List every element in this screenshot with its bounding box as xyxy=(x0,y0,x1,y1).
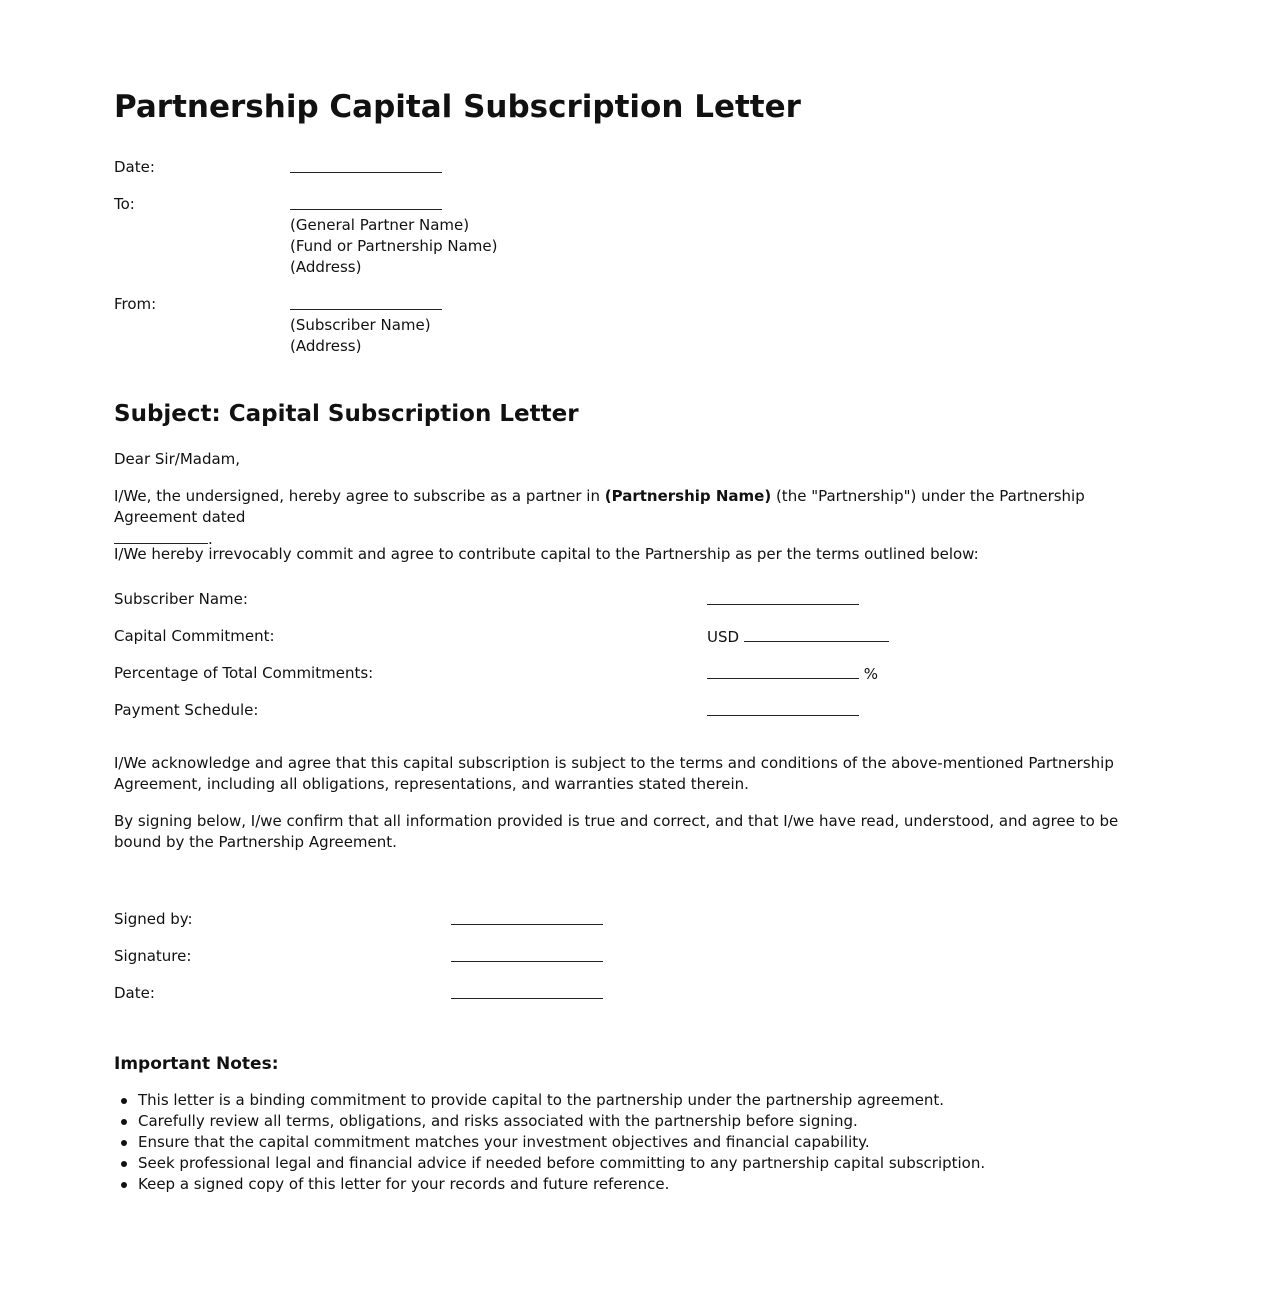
list-item: Carefully review all terms, obligations, and risks associated with the partnership before signing. xyxy=(138,1111,1138,1132)
to-address-line: (Address) xyxy=(290,258,362,276)
capital-commitment-field[interactable] xyxy=(707,626,889,648)
intro-text-before: I/We, the undersigned, hereby agree to subscribe as a partner in xyxy=(114,487,605,505)
list-item: Seek professional legal and financial advice if needed before committing to any partnership capital subscription. xyxy=(138,1153,1138,1174)
salutation: Dear Sir/Madam, xyxy=(114,450,241,468)
from-subscriber-line: (Subscriber Name) xyxy=(290,316,431,334)
signature-field[interactable] xyxy=(451,946,603,968)
to-fund-line: (Fund or Partnership Name) xyxy=(290,237,498,255)
intro-paragraph xyxy=(114,486,1144,550)
signature-date-field[interactable] xyxy=(451,983,603,1005)
subscriber-name-label: Subscriber Name: xyxy=(114,590,248,608)
percentage-field[interactable] xyxy=(707,663,878,685)
partnership-name-placeholder: (Partnership Name) xyxy=(604,487,772,505)
signed-by-label: Signed by: xyxy=(114,910,193,928)
notes-title: Important Notes: xyxy=(114,1054,279,1074)
signature-date-label: Date: xyxy=(114,984,155,1002)
subject-heading: Subject: Capital Subscription Letter xyxy=(114,401,579,427)
from-blank[interactable] xyxy=(290,294,442,316)
list-item: Ensure that the capital commitment matches your investment objectives and financial capability. xyxy=(138,1132,1138,1153)
from-address-line: (Address) xyxy=(290,337,362,355)
list-item: This letter is a binding commitment to provide capital to the partnership under the partnership agreement. xyxy=(138,1090,1138,1111)
percent-suffix: % xyxy=(859,665,879,683)
date-blank[interactable] xyxy=(290,157,442,179)
subscriber-name-field[interactable] xyxy=(707,589,859,611)
to-blank[interactable] xyxy=(290,194,442,216)
payment-schedule-field[interactable] xyxy=(707,700,859,722)
capital-commitment-label: Capital Commitment: xyxy=(114,627,275,645)
notes-list xyxy=(114,1090,1138,1195)
from-label: From: xyxy=(114,295,157,313)
date-label: Date: xyxy=(114,158,155,176)
list-item: Keep a signed copy of this letter for your records and future reference. xyxy=(138,1174,1138,1195)
signature-label: Signature: xyxy=(114,947,192,965)
percentage-label: Percentage of Total Commitments: xyxy=(114,664,374,682)
to-label: To: xyxy=(114,195,135,213)
intro-text-after: (the "Partnership") under the Partnership Agreement dated xyxy=(114,487,1085,526)
commit-paragraph: I/We hereby irrevocably commit and agree to contribute capital to the Partnership as per the terms outlined below: xyxy=(114,545,979,563)
agreement-date-blank[interactable] xyxy=(114,528,208,544)
currency-prefix: USD xyxy=(707,628,744,646)
intro-text-end: . xyxy=(208,530,213,548)
to-general-partner-line: (General Partner Name) xyxy=(290,216,470,234)
signed-by-field[interactable] xyxy=(451,909,603,931)
acknowledge-paragraph: I/We acknowledge and agree that this capital subscription is subject to the terms and conditions of the above-mentioned Partnership Agreement, including all obligations, representations, and warranties stated therein. xyxy=(114,754,1114,793)
page-title: Partnership Capital Subscription Letter xyxy=(114,89,801,125)
confirm-paragraph: By signing below, I/we confirm that all information provided is true and correct, and that I/we have read, understood, and agree to be bound by the Partnership Agreement. xyxy=(114,812,1119,851)
payment-schedule-label: Payment Schedule: xyxy=(114,701,259,719)
